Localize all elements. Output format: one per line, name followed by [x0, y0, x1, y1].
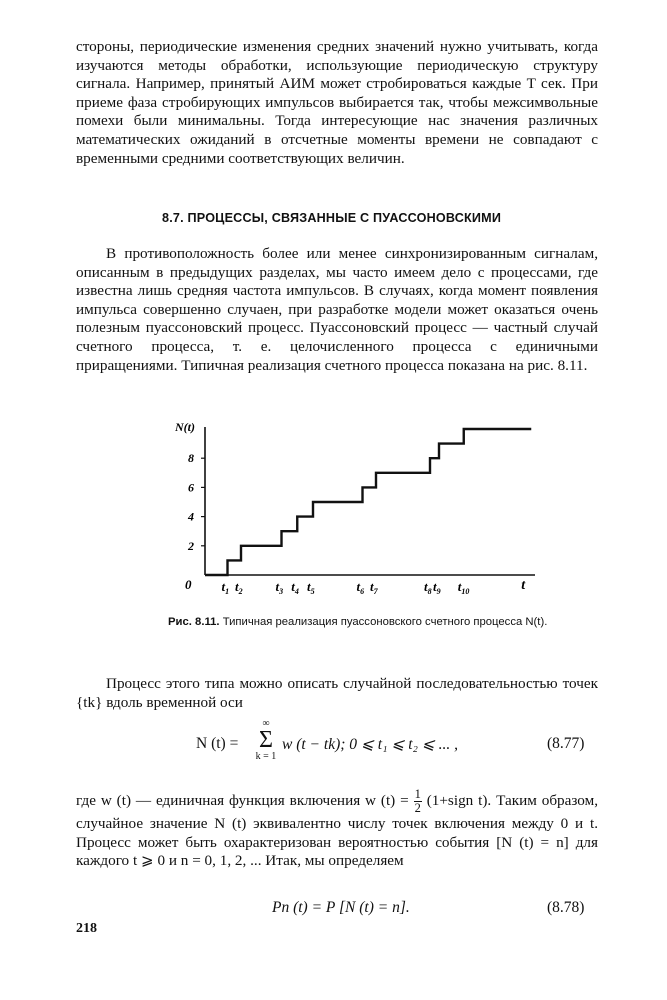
- x-tick-label: $t_5$: [307, 579, 315, 596]
- origin-label: 0: [185, 577, 192, 592]
- x-tick-label: $t_1$: [221, 579, 230, 596]
- y-axis-label: N(t): [175, 420, 195, 434]
- y-tick-label: 6: [188, 480, 194, 495]
- sigma-symbol: Σ: [259, 727, 273, 753]
- y-tick-label: 8: [188, 451, 194, 466]
- fraction-denominator: 2: [414, 801, 421, 815]
- paragraph-intro: В противоположность более или менее синхронизированным сигналам, описанным в предыдущих разделах, мы часто имеем дело с процессами, где известна лишь средняя частота импульсов. В случаях, когда момент появления импульса совершенно случаен, при разработке модели может оказаться очень полезным пуассоновский процесс. Пуассоновский процесс — частный случай счетного процесса, т. е. целочисленного процесса с единичными приращениями. Типичная реализация счетного процесса показана на рис. 8.11.: [76, 245, 598, 374]
- figure-caption-label: Рис. 8.11.: [168, 616, 220, 628]
- y-tick-label: 2: [188, 538, 194, 553]
- equation-8-78: Pn (t) = P [N (t) = n].: [272, 899, 410, 916]
- section-heading: 8.7. ПРОЦЕССЫ, СВЯЗАННЫЕ С ПУАССОНОВСКИМИ: [162, 211, 502, 225]
- equation-8-77-sum: [254, 718, 278, 762]
- equation-8-77-number: (8.77): [547, 735, 585, 752]
- step-series-line: [205, 429, 531, 575]
- equation-8-77-rhs: w (t − tk); 0 ⩽ t₁ ⩽ t₂ ⩽ ... ,: [282, 736, 459, 753]
- sum-lower-limit: k = 1: [255, 751, 277, 762]
- fraction-one-half: [414, 788, 422, 815]
- page-number: 218: [76, 921, 97, 936]
- x-tick-label: $t_8$: [424, 579, 432, 596]
- x-tick-label: $t_3$: [275, 579, 284, 596]
- equation-8-77-lhs: N (t) =: [196, 735, 239, 752]
- x-tick-label: $t_2$: [235, 579, 243, 596]
- definition-rest: (1+sign t). Таким образом, случайное значение N (t) эквивалентно числу точек включения между 0 и t. Процесс может быть охарактеризован вероятностью события [N (t) = n] для каждого t ⩾ 0 и n = 0, 1, 2, ... Итак, мы определяем: [76, 791, 599, 870]
- paragraph-process: Процесс этого типа можно описать случайной последовательностью точек {tk} вдоль временной оси: [76, 675, 598, 711]
- figure-caption-text: Типичная реализация пуассоновского счетного процесса N(t).: [222, 616, 548, 628]
- figure-caption: [168, 615, 548, 630]
- x-axis-label: t: [521, 578, 526, 593]
- x-tick-label: $t_6$: [356, 579, 365, 596]
- figure-8-11-chart: [175, 415, 535, 605]
- y-tick-label: 4: [188, 509, 194, 524]
- x-tick-label: $t_{10}$: [457, 579, 470, 596]
- x-tick-label: $t_7$: [370, 579, 378, 596]
- x-tick-label: $t_4$: [291, 579, 299, 596]
- paragraph-top: стороны, периодические изменения средних значений нужно учитывать, когда изучаются методы обработки, использующие периодическую структуру сигнала. Например, принятый АИМ может стробироваться каждые T сек. При приеме фаза стробирующих импульсов выбирается так, чтобы межсимвольные помехи были минимальны. Тогда интересующие нас значения различных математических ожиданий в отсчетные моменты времени не совпадают с временными средними соответствующих величин.: [76, 38, 598, 167]
- equation-8-78-number: (8.78): [547, 899, 585, 916]
- definition-start: где w (t) — единичная функция включения w (t) =: [76, 791, 409, 809]
- fraction-numerator: 1: [414, 787, 421, 801]
- x-tick-label: $t_9$: [433, 579, 441, 596]
- paragraph-definition: [76, 788, 598, 871]
- sum-upper-limit: ∞: [262, 718, 270, 729]
